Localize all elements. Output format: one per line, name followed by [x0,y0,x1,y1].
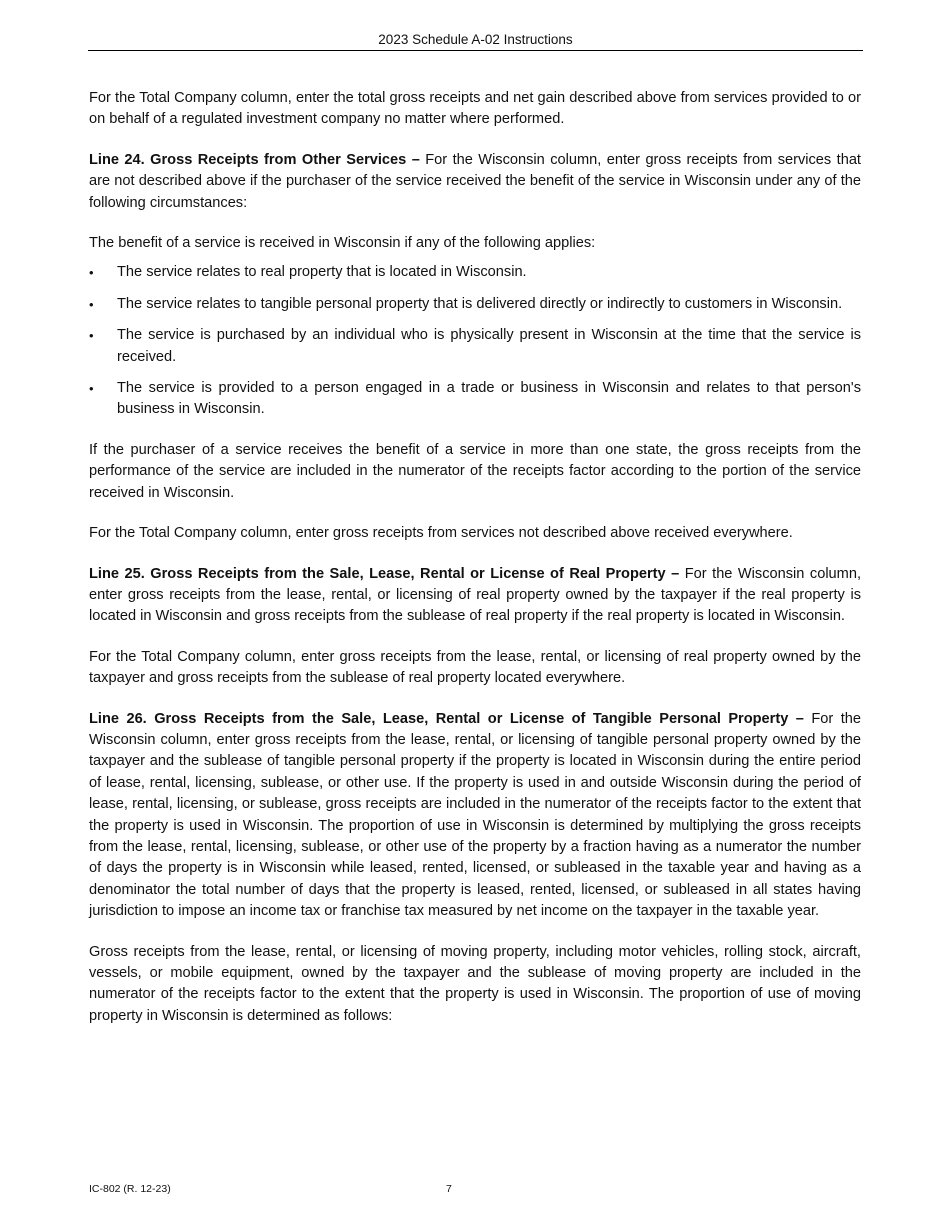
list-item [89,262,861,283]
page-header: 2023 Schedule A-02 Instructions [88,32,863,51]
line-25-text: For the Wisconsin column, enter gross receipts from the lease, rental, or licensing of real property owned by the taxpayer if the real property is located in Wisconsin and gross receipts from the sublease of real property if the real property is located in Wisconsin. [89,565,861,625]
line-26-heading: Line 26. Gross Receipts from the Sale, Lease, Rental or License of Tangible Personal Property – [89,710,804,727]
list-item-text: The service is purchased by an individual who is physically present in Wisconsin at the time that the service is received. [117,327,861,365]
bullet-icon: • [89,296,94,312]
benefit-intro: The benefit of a service is received in Wisconsin if any of the following applies: [89,235,596,252]
list-item-text: The service is provided to a person engaged in a trade or business in Wisconsin and relates to that person's business in Wisconsin. [117,380,861,418]
line-25-paragraph [89,564,861,628]
total-company-services-paragraph: For the Total Company column, enter gross receipts from services not described above received everywhere. [89,525,793,542]
moving-property-paragraph: Gross receipts from the lease, rental, or licensing of moving property, including motor vehicles, rolling stock, aircraft, vessels, or mobile equipment, owned by the taxpayer and the sublease of moving property are included in the numerator of the receipts factor to the extent that the property is used in Wisconsin. The proportion of use of moving property in Wisconsin is determined as follows: [89,943,861,1024]
document-body [89,88,861,1046]
list-item-text: The service relates to real property that is located in Wisconsin. [117,264,527,281]
bullet-icon: • [89,328,94,344]
line-24-text: For the Wisconsin column, enter gross receipts from services that are not described above if the purchaser of the service received the benefit of the service in Wisconsin under any of the following circumstances: [89,151,861,211]
bullet-icon: • [89,265,94,281]
benefit-list [89,262,861,420]
line-26-paragraph [89,709,861,923]
total-company-ric-paragraph: For the Total Company column, enter the total gross receipts and net gain described above from services provided to or on behalf of a regulated investment company no matter where performed. [89,90,861,128]
bullet-icon: • [89,381,94,397]
list-item [89,378,861,421]
list-item-text: The service relates to tangible personal property that is delivered directly or indirectly to customers in Wisconsin. [117,295,843,312]
list-item [89,325,861,368]
more-than-one-state-paragraph: If the purchaser of a service receives the benefit of a service in more than one state, the gross receipts from the performance of the service are included in the numerator of the receipts factor according to the portion of the service received in Wisconsin. [89,441,861,501]
line-24-paragraph [89,150,861,214]
page-number: 7 [446,1183,452,1195]
form-id: IC-802 (R. 12-23) [89,1183,171,1195]
total-company-real-property-paragraph: For the Total Company column, enter gross receipts from the lease, rental, or licensing of real property owned by the taxpayer and gross receipts from the sublease of real property located everywhere. [89,648,861,687]
line-24-heading: Line 24. Gross Receipts from Other Services – [89,151,420,168]
list-item [89,294,861,315]
line-26-text: For the Wisconsin column, enter gross receipts from the lease, rental, or licensing of tangible personal property owned by the taxpayer and the sublease of tangible personal property if the property is located in Wisconsin during the entire period of lease, rental, licensing, sublease, or other use. If the property is used in and outside Wisconsin during the period of lease, rental, licensing, or sublease, gross receipts are included in the numerator of the receipts factor to the extent that the property is used in Wisconsin. The proportion of use in Wisconsin is determined by multiplying the gross receipts from the lease, rental, licensing, sublease, or other use of the property by a fraction having as a numerator the number of days the property is in Wisconsin while leased, rented, licensed, or subleased in the taxable year and having as a denominator the total number of days that the property is leased, rented, licensed, or subleased in all states having jurisdiction to impose an income tax or franchise tax measured by net income on the taxpayer in the taxable year. [89,710,861,920]
line-25-heading: Line 25. Gross Receipts from the Sale, Lease, Rental or License of Real Property – [89,565,680,582]
